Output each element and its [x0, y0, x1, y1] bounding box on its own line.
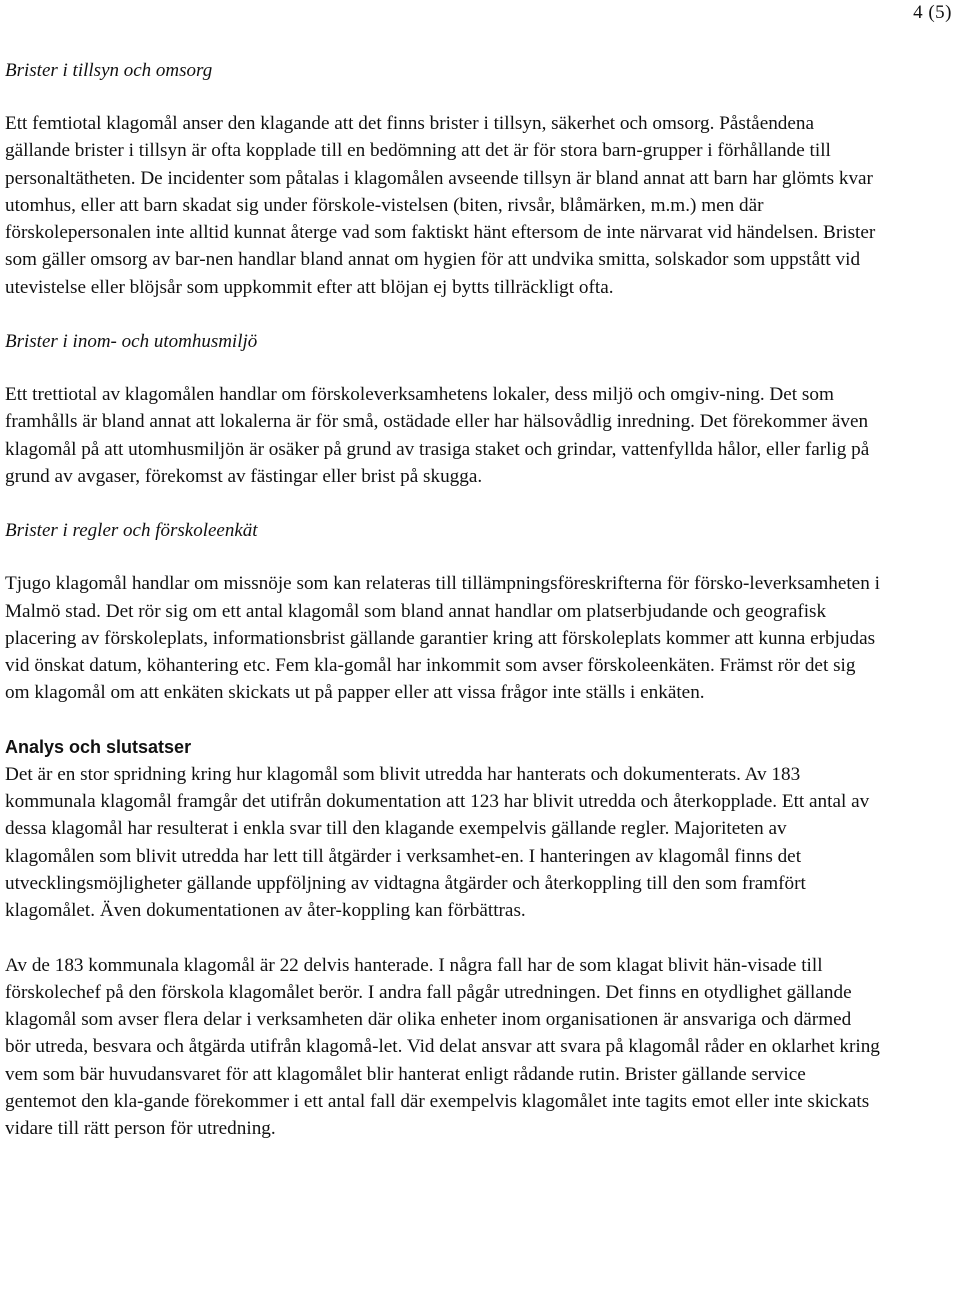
analysis-paragraph: Av de 183 kommunala klagomål är 22 delvis hanterade. I några fall har de som klagat blivit hän-visade till förskolechef på den förskola klagomålet berör. I andra fall pågår utredningen. Det finns en otydlighet gällande klagomål som avser flera delar i verksamheten där olika enheter inom organisationen är ansvariga och därmed bör utreda, besvara och åtgärda utifrån klagomå-let. Vid delat ansvar att svara på klagomål råder en oklarhet kring vem som bär huvudansvaret för att klagomålet blir hanterat enligt rådande rutin. Brister gällande service gentemot den kla-gande förekommer i ett antal fall där exempelvis klagomålet inte tagits emot eller inte skickats vidare till rätt person för utredning. [5, 954, 880, 1140]
section-heading: Brister i regler och förskoleenkät [5, 520, 258, 542]
analysis-paragraph: Det är en stor spridning kring hur klagomål som blivit utredda har hanterats och dokumenterats. Av 183 kommunala klagomål framgår det utifrån dokumentation att 123 har blivit utredda och återkopplade. Ett antal av dessa klagomål har resulterat i enkla svar till den klagande exempelvis gällande regler. Majoriteten av klagomålen som blivit utredda har lett till åtgärder i verksamhet-en. I hanteringen av klagomål finns det utvecklingsmöjligheter gällande uppföljning av vidtagna åtgärder och återkoppling till den som framfört klagomålet. Även dokumentationen av åter-koppling kan förbättras. [5, 763, 870, 922]
section-heading: Brister i inom- och utomhusmiljö [5, 331, 258, 353]
page-number: 4 (5) [913, 2, 952, 23]
section-analys [5, 734, 880, 1143]
section-paragraph: Tjugo klagomål handlar om missnöje som kan relateras till tillämpningsföreskrifterna för försko-leverksamheten i Malmö stad. Det rör sig om ett antal klagomål som bland annat handlar om platserbjudande och geografisk placering av förskoleplats, informationsbrist gällande garantier kring att förskoleplats kommer att kunna erbjudas vid önskat datum, köhantering etc. Fem kla-gomål har inkommit som avser förskoleenkäten. Främst rör det sig om klagomål om att enkäten skickats ut på papper eller att vissa frågor inte ställs i enkäten. [5, 573, 880, 704]
section-miljo [5, 328, 880, 490]
section-paragraph: Ett trettiotal av klagomålen handlar om förskoleverksamhetens lokaler, dess miljö och omgiv-ning. Det som framhålls är bland annat att lokalerna är för små, ostädade eller har hälsovådlig inredning. Det förekommer även klagomål på att utomhusmiljön är osäker på grund av trasiga staket och grindar, vattenfyllda hålor, eller farlig på grund av avgaser, förekomst av fästingar eller brist på skugga. [5, 384, 870, 487]
section-paragraph: Ett femtiotal klagomål anser den klagande att det finns brister i tillsyn, säkerhet och omsorg. Påståendena gällande brister i tillsyn är ofta kopplade till en bedömning att det är för stora barn-grupper i förhållande till personaltätheten. De incidenter som påtalas i klagomålen avseende tillsyn är bland annat att barn har glömts kvar utomhus, eller att barn skadat sig under förskole-vistelsen (biten, rivsår, blåmärken, m.m.) men där förskolepersonalen inte alltid kunnat återge vad som faktiskt hänt eftersom de inte närvarat vid händelsen. Brister som gäller omsorg av bar-nen handlar bland annat om hygien för att undvika smitta, solskador som uppstått vid utevistelse eller blöjsår som uppkommit efter att blöjan ej bytts tillräckligt ofta. [5, 113, 876, 298]
section-regler-enkat [5, 517, 880, 706]
section-tillsyn-omsorg [5, 57, 880, 301]
section-heading: Brister i tillsyn och omsorg [5, 60, 213, 81]
document-body [5, 57, 880, 1143]
analysis-heading: Analys och slutsatser [5, 736, 192, 757]
